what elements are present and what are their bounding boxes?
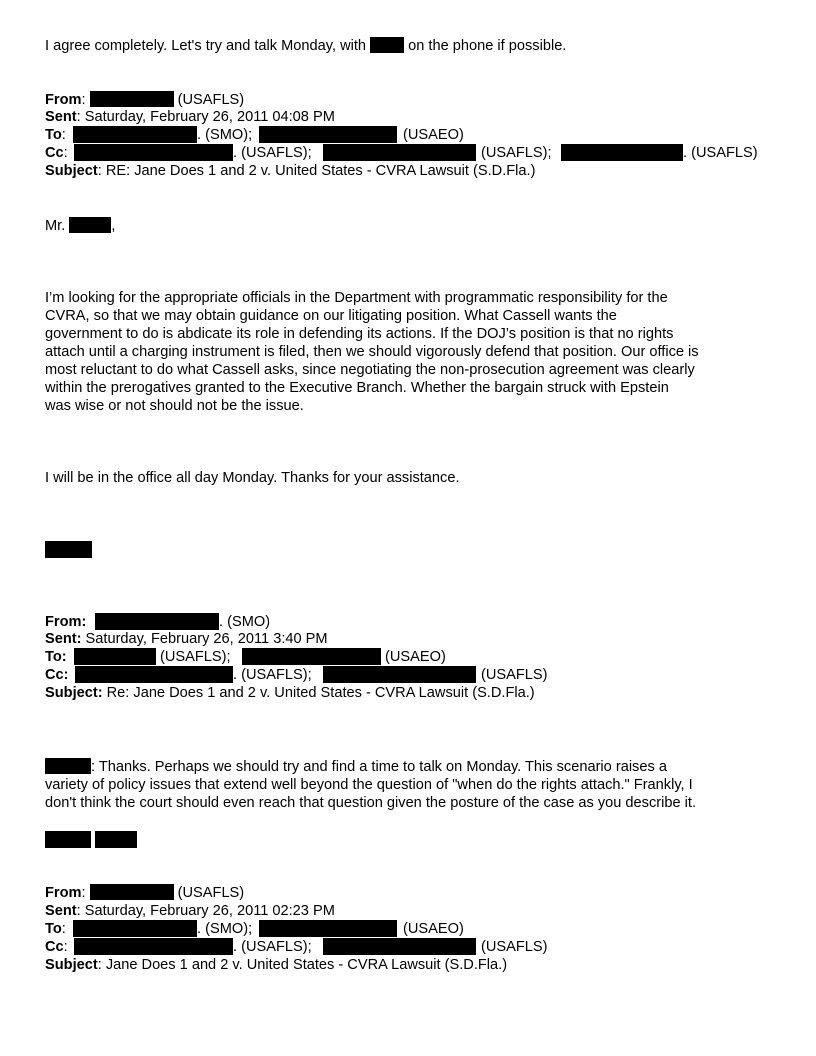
email3-sent-row: Sent: Saturday, February 26, 2011 02:23 PM [45, 903, 335, 919]
email1-paragraph [45, 289, 775, 415]
redaction [259, 920, 397, 937]
from-org: . (SMO) [219, 614, 271, 630]
redaction [73, 920, 197, 937]
email3-from-row: From: (USAFLS) [45, 885, 245, 901]
paragraph-line: attach until a charging instrument is filed, then we should vigorously defend that position. Our office is [45, 344, 699, 360]
from-label: From: [45, 614, 87, 630]
email2-from-row [45, 613, 86, 631]
subject-label: Subject [45, 163, 98, 179]
sent-label: Sent [45, 903, 77, 919]
paragraph-line: within the prerogatives granted to the Executive Branch. Whether the bargain struck with Epstein [45, 380, 669, 396]
paragraph-line: CVRA, so that we may obtain guidance on our litigating position. What Cassell wants the [45, 308, 617, 324]
cc-label: Cc [45, 939, 64, 955]
cc-org-2: (USAFLS) [481, 667, 548, 683]
paragraph-line: I’m looking for the appropriate officials in the Department with programmatic responsibility for the [45, 290, 668, 306]
to-org-1: (USAFLS); [160, 649, 231, 665]
redaction [370, 37, 404, 53]
cc-org-2: (USAFLS) [481, 939, 548, 955]
paragraph-line: government to do is abdicate its role in defending its actions. If the DOJ’s position is that no rights [45, 326, 674, 342]
cc-org-2: (USAFLS); [481, 145, 552, 161]
redaction [90, 884, 174, 900]
email2-cc-row [45, 666, 69, 684]
to-label: To: [45, 649, 67, 665]
redaction [323, 938, 476, 955]
email2-to-row [45, 648, 67, 666]
redaction [561, 144, 683, 161]
sent-value: Saturday, February 26, 2011 3:40 PM [85, 631, 328, 647]
subject-value: Jane Does 1 and 2 v. United States - CVRA Lawsuit (S.D.Fla.) [105, 957, 508, 973]
redaction [323, 144, 476, 161]
salutation-text: Mr. [45, 218, 66, 234]
cc-org-1: . (USAFLS); [233, 145, 312, 161]
cc-org-3: . (USAFLS) [683, 145, 758, 161]
to-org-2: (USAEO) [403, 127, 464, 143]
email1-to-row: To: [45, 127, 66, 143]
redaction [242, 648, 381, 665]
email2-sent-row [45, 630, 328, 648]
paragraph-line: was wise or not should not be the issue. [45, 398, 304, 414]
to-org-2: (USAEO) [403, 921, 464, 937]
salutation-comma: , [111, 218, 116, 234]
top-reply-line [45, 37, 566, 55]
to-label: To [45, 921, 62, 937]
paragraph-line: most reluctant to do what Cassell asks, since negotiating the non-prosecution agreement was clearly [45, 362, 695, 378]
top-reply-text-end: on the phone if possible. [404, 38, 567, 54]
redaction [75, 666, 233, 683]
paragraph-line [45, 758, 775, 776]
redaction [73, 126, 197, 143]
email3-subject-row: Subject: Jane Does 1 and 2 v. United States - CVRA Lawsuit (S.D.Fla.) [45, 957, 508, 973]
from-org: (USAFLS) [177, 92, 245, 108]
paragraph-line: variety of policy issues that extend well beyond the question of "when do the rights attach." Frankly, I [45, 777, 693, 793]
subject-label: Subject [45, 957, 98, 973]
sent-value: Saturday, February 26, 2011 02:23 PM [84, 903, 335, 919]
email1-from-row: From: (USAFLS) [45, 92, 245, 108]
email1-subject-row: Subject: RE: Jane Does 1 and 2 v. United States - CVRA Lawsuit (S.D.Fla.) [45, 163, 536, 179]
to-org-1: . (SMO); [197, 921, 253, 937]
signature-redaction [95, 831, 137, 848]
subject-value: RE: Jane Does 1 and 2 v. United States - CVRA Lawsuit (S.D.Fla.) [105, 163, 536, 179]
redaction [45, 758, 91, 774]
redaction [69, 217, 111, 233]
email1-cc-row: Cc: [45, 145, 68, 161]
sent-label: Sent [45, 109, 77, 125]
redaction [323, 666, 476, 683]
subject-value: Re: Jane Does 1 and 2 v. United States - CVRA Lawsuit (S.D.Fla.) [106, 685, 535, 701]
paragraph-line: don't think the court should even reach that question given the posture of the case as you describe it. [45, 795, 696, 811]
redaction [74, 938, 233, 955]
from-label: From [45, 885, 82, 901]
email2-body [45, 758, 775, 812]
from-label: From [45, 92, 82, 108]
email3-to-row: To: [45, 921, 66, 937]
cc-org-1: . (USAFLS); [233, 667, 312, 683]
signature-redaction [45, 541, 92, 558]
cc-label: Cc: [45, 667, 69, 683]
to-label: To [45, 127, 62, 143]
cc-label: Cc [45, 145, 64, 161]
email1-sent-row: Sent: Saturday, February 26, 2011 04:08 PM [45, 109, 335, 125]
redaction [74, 144, 233, 161]
subject-label: Subject: [45, 685, 103, 701]
from-org: (USAFLS) [177, 885, 245, 901]
email3-cc-row: Cc: [45, 939, 68, 955]
to-org-1: . (SMO); [197, 127, 253, 143]
redaction [74, 648, 156, 665]
salutation [45, 217, 115, 235]
email2-subject-row [45, 684, 535, 702]
sent-label: Sent: [45, 631, 82, 647]
body-line-text: : Thanks. Perhaps we should try and find a time to talk on Monday. This scenario raises a [91, 759, 667, 775]
top-reply-text-start: I agree completely. Let's try and talk Monday, with [45, 38, 371, 54]
cc-org-1: . (USAFLS); [233, 939, 312, 955]
signature-redaction [45, 831, 91, 848]
to-org-2: (USAEO) [385, 649, 446, 665]
redaction [90, 91, 174, 107]
redaction [259, 126, 397, 143]
redaction [95, 613, 219, 630]
sent-value: Saturday, February 26, 2011 04:08 PM [84, 109, 335, 125]
email1-closing: I will be in the office all day Monday. Thanks for your assistance. [45, 470, 460, 486]
